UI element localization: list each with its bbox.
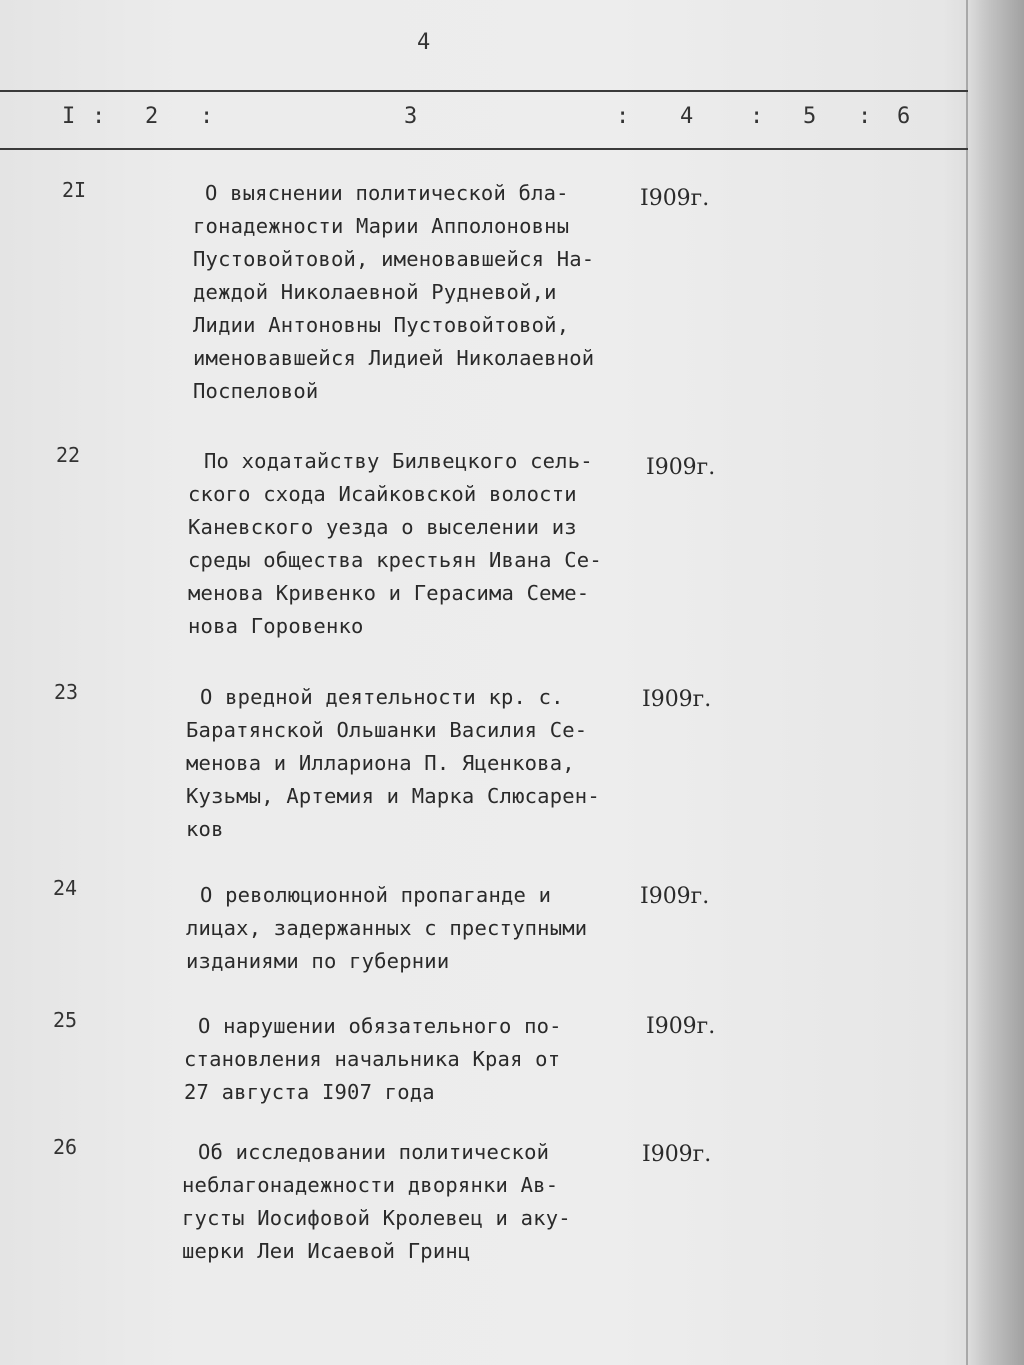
column-separator: :	[858, 104, 872, 129]
description-line: О революционной пропаганде и	[200, 883, 552, 907]
column-header-3: 3	[404, 104, 418, 129]
entry-description	[184, 1010, 562, 1109]
entry-year: I909г.	[640, 884, 710, 909]
header-rule-top	[0, 90, 968, 92]
description-line: ского схода Исайковской волости	[188, 482, 577, 506]
entry-description	[186, 681, 600, 846]
description-line: шерки Леи Исаевой Гринц	[182, 1239, 471, 1263]
description-line: именовавшейся Лидией Николаевной	[193, 346, 595, 370]
description-line: среды общества крестьян Ивана Се-	[188, 548, 602, 572]
column-header-2: 2	[145, 104, 159, 129]
description-line: 27 августа I907 года	[184, 1080, 435, 1104]
description-line: О вредной деятельности кр. с.	[200, 685, 564, 709]
entry-description	[182, 1136, 571, 1268]
entry-year: I909г.	[642, 687, 712, 712]
description-line: Поспеловой	[193, 379, 319, 403]
description-line: ков	[186, 817, 224, 841]
description-line: изданиями по губернии	[186, 949, 450, 973]
description-line: деждой Николаевной Рудневой,и	[193, 280, 557, 304]
column-header-1: I	[62, 104, 76, 129]
entry-year: I909г.	[646, 455, 716, 480]
page-edge-line	[966, 0, 968, 1365]
description-line: гонадежности Марии Апполоновны	[193, 214, 570, 238]
entry-number: 22	[56, 443, 81, 467]
entry-year: I909г.	[642, 1142, 712, 1167]
description-line: О выяснении политической бла-	[205, 181, 569, 205]
entry-description	[188, 445, 602, 643]
entry-year: I909г.	[646, 1014, 716, 1039]
description-line: менова Кривенко и Герасима Семе-	[188, 581, 590, 605]
entry-description	[186, 879, 587, 978]
description-line: Пустовойтовой, именовавшейся На-	[193, 247, 595, 271]
description-line: становления начальника Края от	[184, 1047, 561, 1071]
description-line: нова Горовенко	[188, 614, 364, 638]
entry-year: I909г.	[640, 186, 710, 211]
header-rule-bottom	[0, 148, 968, 150]
column-header-4: 4	[680, 104, 694, 129]
column-separator: :	[616, 104, 630, 129]
description-line: Об исследовании политической	[198, 1140, 550, 1164]
column-separator: :	[200, 104, 214, 129]
description-line: Баратянской Ольшанки Василия Се-	[186, 718, 588, 742]
description-line: По ходатайству Билвецкого сель-	[204, 449, 593, 473]
description-line: Кузьмы, Артемия и Марка Слюсарен-	[186, 784, 600, 808]
description-line: О нарушении обязательного по-	[198, 1014, 562, 1038]
description-line: густы Иосифовой Кролевец и аку-	[182, 1206, 571, 1230]
page-number: 4	[417, 30, 431, 55]
column-header-6: 6	[897, 104, 911, 129]
entry-number: 25	[53, 1008, 78, 1032]
entry-number: 23	[54, 680, 79, 704]
entry-number: 2I	[62, 178, 87, 202]
description-line: Лидии Антоновны Пустовойтовой,	[193, 313, 570, 337]
entry-number: 24	[53, 876, 78, 900]
description-line: менова и Иллариона П. Яценкова,	[186, 751, 575, 775]
description-line: лицах, задержанных с преступными	[186, 916, 588, 940]
column-separator: :	[92, 104, 106, 129]
description-line: Каневского уезда о выселении из	[188, 515, 577, 539]
entry-description	[193, 177, 594, 408]
description-line: неблагонадежности дворянки Ав-	[182, 1173, 559, 1197]
column-separator: :	[750, 104, 764, 129]
column-header-5: 5	[803, 104, 817, 129]
entry-number: 26	[53, 1135, 78, 1159]
page-edge-shadow	[966, 0, 1024, 1365]
